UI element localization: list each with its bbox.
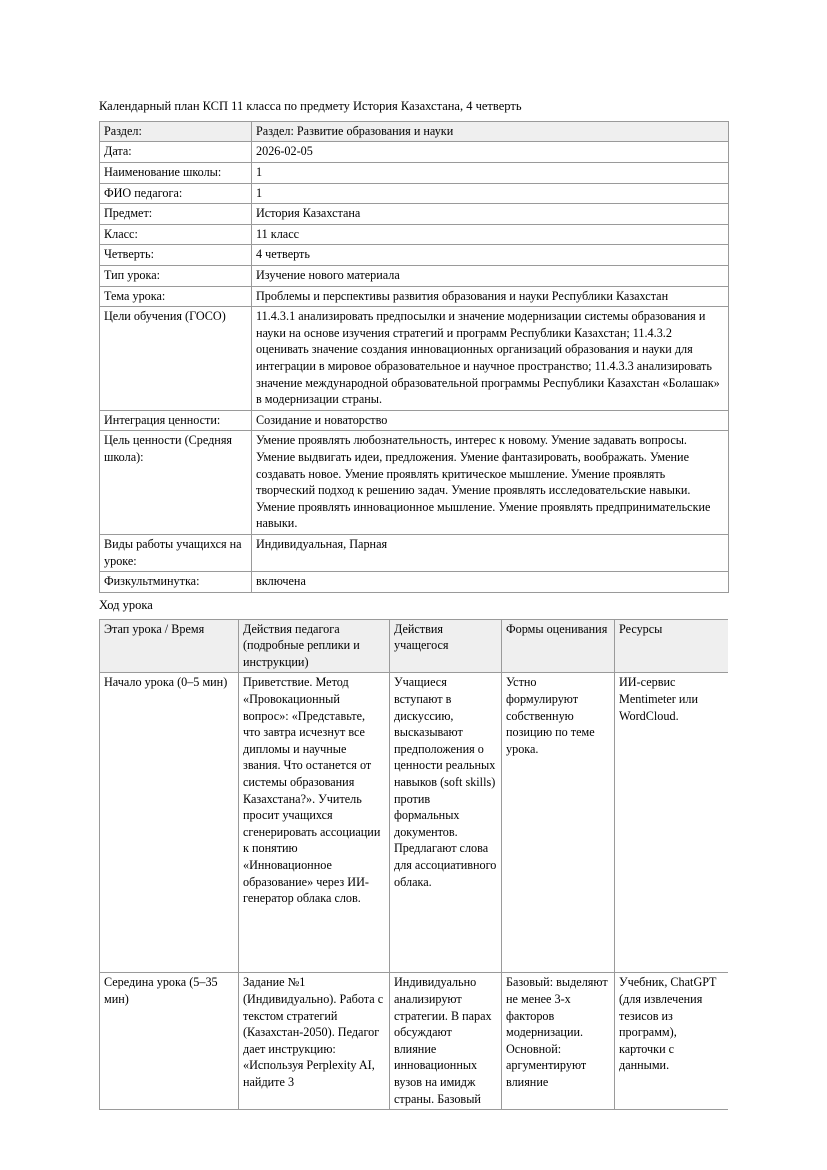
info-label: Физкультминутка: <box>100 572 252 593</box>
table-row <box>100 224 729 245</box>
lesson-flow-table <box>99 619 728 1111</box>
table-header-row <box>100 619 729 673</box>
column-header-teacher-actions: Действия педагога (подробные реплики и инструкции) <box>239 619 390 673</box>
info-label: Виды работы учащихся на уроке: <box>100 534 252 571</box>
cell-student-actions: Учащиеся вступают в дискуссию, высказывают предположения о ценности реальных навыков (soft skills) против формальных документов. Предлагают слова для ассоциативного облака. <box>390 673 502 973</box>
table-row <box>100 142 729 163</box>
info-label: Цель ценности (Средняя школа): <box>100 431 252 535</box>
table-row <box>100 431 729 535</box>
table-row <box>100 163 729 184</box>
table-row <box>100 266 729 287</box>
info-label: Наименование школы: <box>100 163 252 184</box>
info-value: Созидание и новаторство <box>252 410 729 431</box>
column-header-stage: Этап урока / Время <box>100 619 239 673</box>
column-header-student-actions: Действия учащегося <box>390 619 502 673</box>
info-value: Проблемы и перспективы развития образования и науки Республики Казахстан <box>252 286 729 307</box>
info-label: Тип урока: <box>100 266 252 287</box>
info-value: включена <box>252 572 729 593</box>
info-label: Тема урока: <box>100 286 252 307</box>
cell-assessment: Базовый: выделяют не менее 3-х факторов модернизации. Основной: аргументируют влияние <box>502 973 615 1110</box>
lesson-info-table-body <box>100 121 729 592</box>
table-row <box>100 973 729 1110</box>
info-value: История Казахстана <box>252 204 729 225</box>
page-title: Календарный план КСП 11 класса по предмету История Казахстана, 4 четверть <box>99 99 522 113</box>
info-label: Предмет: <box>100 204 252 225</box>
lesson-info-table <box>99 121 729 593</box>
cell-stage: Начало урока (0–5 мин) <box>100 673 239 973</box>
info-label: Интеграция ценности: <box>100 410 252 431</box>
table-row <box>100 410 729 431</box>
cell-teacher-actions: Приветствие. Метод «Провокационный вопрос»: «Представьте, что завтра исчезнут все дипломы и научные звания. Что останется от системы образования Казахстана?». Учитель просит учащихся сгенерировать ассоциации к понятию «Инновационное образование» через ИИ-генератор облака слов. <box>239 673 390 973</box>
column-header-resources: Ресурсы <box>615 619 729 673</box>
table-row <box>100 183 729 204</box>
cell-student-actions: Индивидуально анализируют стратегии. В парах обсуждают влияние инновационных вузов на имидж страны. Базовый <box>390 973 502 1110</box>
document-body <box>99 98 728 1110</box>
info-value: 4 четверть <box>252 245 729 266</box>
info-value: 11 класс <box>252 224 729 245</box>
info-value: Изучение нового материала <box>252 266 729 287</box>
table-row <box>100 534 729 571</box>
info-label: Класс: <box>100 224 252 245</box>
info-value: 1 <box>252 163 729 184</box>
info-label: Раздел: <box>100 121 252 142</box>
info-value: Умение проявлять любознательность, интерес к новому. Умение задавать вопросы. Умение выдвигать идеи, предложения. Умение фантазировать, воображать. Умение создавать новое. Умение проявлять критическое мышление. Умение проявлять творческий подход к решению задач. Умение проявлять исследовательские навыки. Умение проявлять инновационное мышление. Умение проявлять предпринимательские навыки. <box>252 431 729 535</box>
table-row <box>100 245 729 266</box>
column-header-assessment: Формы оценивания <box>502 619 615 673</box>
info-label: Дата: <box>100 142 252 163</box>
table-row <box>100 204 729 225</box>
info-label: ФИО педагога: <box>100 183 252 204</box>
info-value: 11.4.3.1 анализировать предпосылки и значение модернизации системы образования и науки на основе изучения стратегий и программ Республики Казахстан; 11.4.3.2 оценивать значение создания инновационных организаций образования и науки для интеграции в мировое образовательное и научное пространство; 11.4.3.3 анализировать значение международной образовательной программы Республики Казахстан «Болашак» в модернизации страны. <box>252 307 729 411</box>
section-heading: Ход урока <box>99 597 153 612</box>
table-row <box>100 572 729 593</box>
cell-resources: Учебник, ChatGPT (для извлечения тезисов из программ), карточки с данными. <box>615 973 729 1110</box>
lesson-flow-table-body <box>100 673 729 1110</box>
lesson-flow-wrapper <box>99 619 728 1111</box>
cell-stage: Середина урока (5–35 мин) <box>100 973 239 1110</box>
info-label: Цели обучения (ГОСО) <box>100 307 252 411</box>
lesson-flow-table-head <box>100 619 729 673</box>
table-row <box>100 286 729 307</box>
info-label: Четверть: <box>100 245 252 266</box>
table-row <box>100 121 729 142</box>
info-value: 1 <box>252 183 729 204</box>
cell-assessment: Устно формулируют собственную позицию по теме урока. <box>502 673 615 973</box>
info-value: Индивидуальная, Парная <box>252 534 729 571</box>
table-row <box>100 673 729 973</box>
info-value: 2026-02-05 <box>252 142 729 163</box>
info-value: Раздел: Развитие образования и науки <box>252 121 729 142</box>
cell-resources: ИИ-сервис Mentimeter или WordCloud. <box>615 673 729 973</box>
table-row <box>100 307 729 411</box>
cell-teacher-actions: Задание №1 (Индивидуально). Работа с текстом стратегий (Казахстан-2050). Педагог дает инструкцию: «Используя Perplexity AI, найдите 3 <box>239 973 390 1110</box>
